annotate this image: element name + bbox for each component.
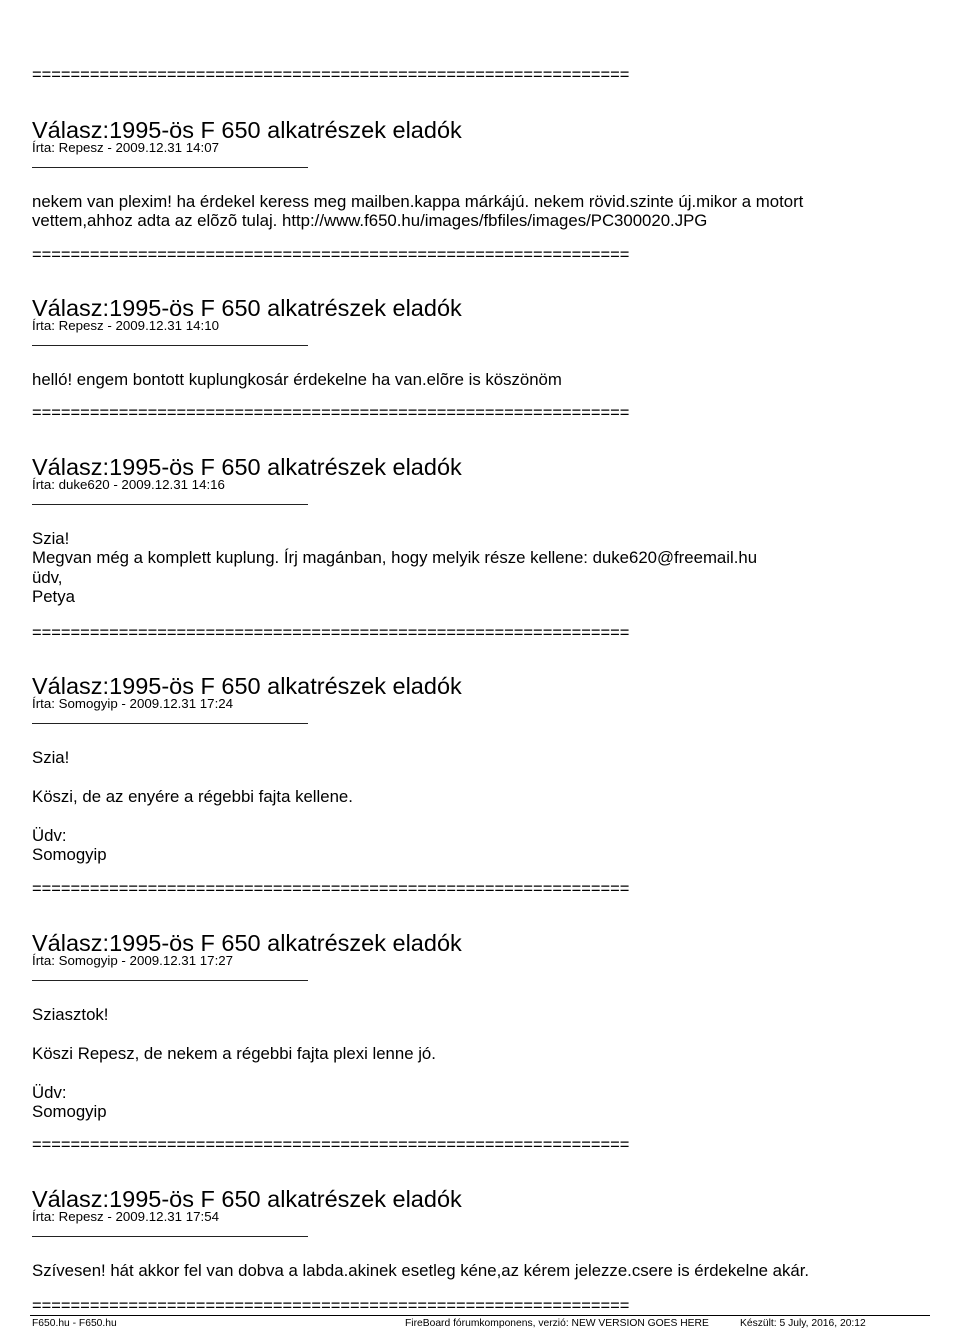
- post-author-date: Írta: duke620 - 2009.12.31 14:16: [32, 477, 225, 492]
- post-divider: [32, 980, 308, 981]
- post-divider: [32, 1236, 308, 1237]
- body-line: Sziasztok!: [32, 1005, 109, 1024]
- post-author-date: Írta: Somogyip - 2009.12.31 17:24: [32, 696, 234, 711]
- post-author-date: Írta: Somogyip - 2009.12.31 17:27: [32, 953, 234, 968]
- forum-post: [32, 1188, 932, 1280]
- body-line: üdv,: [32, 567, 63, 587]
- body-line: Üdv:: [32, 1082, 67, 1102]
- blank-line: [32, 767, 932, 786]
- body-line: Somogyip: [32, 844, 107, 864]
- body-line: Szia!: [32, 748, 70, 767]
- post-title: Válasz:1995-ös F 650 alkatrészek eladók: [32, 295, 462, 321]
- forum-post: [32, 456, 932, 607]
- post-separator: ==============================================================: [32, 66, 630, 84]
- post-separator: ==============================================================: [32, 880, 630, 898]
- post-divider: [32, 167, 308, 168]
- post-author-date: Írta: Repesz - 2009.12.31 17:54: [32, 1209, 220, 1224]
- body-line: Szívesen! hát akkor fel van dobva a labda.akinek esetleg kéne,az kérem jelezze.csere is érdekelne akár.: [32, 1261, 810, 1280]
- post-body: [32, 192, 932, 231]
- post-title: Válasz:1995-ös F 650 alkatrészek eladók: [32, 1186, 462, 1212]
- forum-post: [32, 297, 932, 389]
- blank-line: [32, 1063, 932, 1082]
- post-title: Válasz:1995-ös F 650 alkatrészek eladók: [32, 930, 462, 956]
- post-body: [32, 1005, 932, 1121]
- post-separator: ==============================================================: [32, 1136, 630, 1154]
- body-line: helló! engem bontott kuplungkosár érdekelne ha van.elõre is köszönöm: [32, 370, 562, 389]
- post-author-date: Írta: Repesz - 2009.12.31 14:10: [32, 318, 220, 333]
- post-author-date: Írta: Repesz - 2009.12.31 14:07: [32, 140, 220, 155]
- post-title: Válasz:1995-ös F 650 alkatrészek eladók: [32, 673, 462, 699]
- footer-powered-by: FireBoard fórumkomponens, verzió: NEW VERSION GOES HERE: [405, 1318, 709, 1329]
- post-divider: [32, 504, 308, 505]
- post-separator: ==============================================================: [32, 404, 630, 422]
- post-separator: ==============================================================: [32, 1297, 630, 1315]
- post-body: [32, 370, 932, 389]
- body-line: vettem,ahhoz adta az elõzõ tulaj. http://www.f650.hu/images/fbfiles/images/PC300020.JPG: [32, 211, 708, 231]
- blank-line: [32, 1024, 932, 1043]
- footer-generated-date: Készült: 5 July, 2016, 20:12: [740, 1318, 866, 1329]
- body-line: Üdv:: [32, 825, 67, 845]
- body-line: nekem van plexim! ha érdekel keress meg mailben.kappa márkájú. nekem rövid.szinte új.mikor a motort: [32, 192, 804, 211]
- post-separator: ==============================================================: [32, 246, 630, 264]
- blank-line: [32, 806, 932, 825]
- body-line: Petya: [32, 587, 75, 607]
- post-title: Válasz:1995-ös F 650 alkatrészek eladók: [32, 117, 462, 143]
- body-line: Köszi Repesz, de nekem a régebbi fajta plexi lenne jó.: [32, 1043, 436, 1063]
- forum-post: [32, 119, 932, 231]
- post-separator: ==============================================================: [32, 624, 630, 642]
- body-line: Megvan még a komplett kuplung. Írj magánban, hogy melyik része kellene: duke620@freemail.hu: [32, 548, 758, 568]
- footer-site: F650.hu - F650.hu: [32, 1318, 117, 1329]
- post-title: Válasz:1995-ös F 650 alkatrészek eladók: [32, 454, 462, 480]
- post-divider: [32, 723, 308, 724]
- body-line: Somogyip: [32, 1101, 107, 1121]
- forum-post: [32, 932, 932, 1121]
- forum-post: [32, 675, 932, 864]
- post-body: [32, 1261, 932, 1280]
- post-divider: [32, 345, 308, 346]
- body-line: Köszi, de az enyére a régebbi fajta kellene.: [32, 786, 353, 806]
- post-body: [32, 529, 932, 607]
- footer-divider: [30, 1315, 930, 1316]
- body-line: Szia!: [32, 529, 70, 548]
- post-body: [32, 748, 932, 864]
